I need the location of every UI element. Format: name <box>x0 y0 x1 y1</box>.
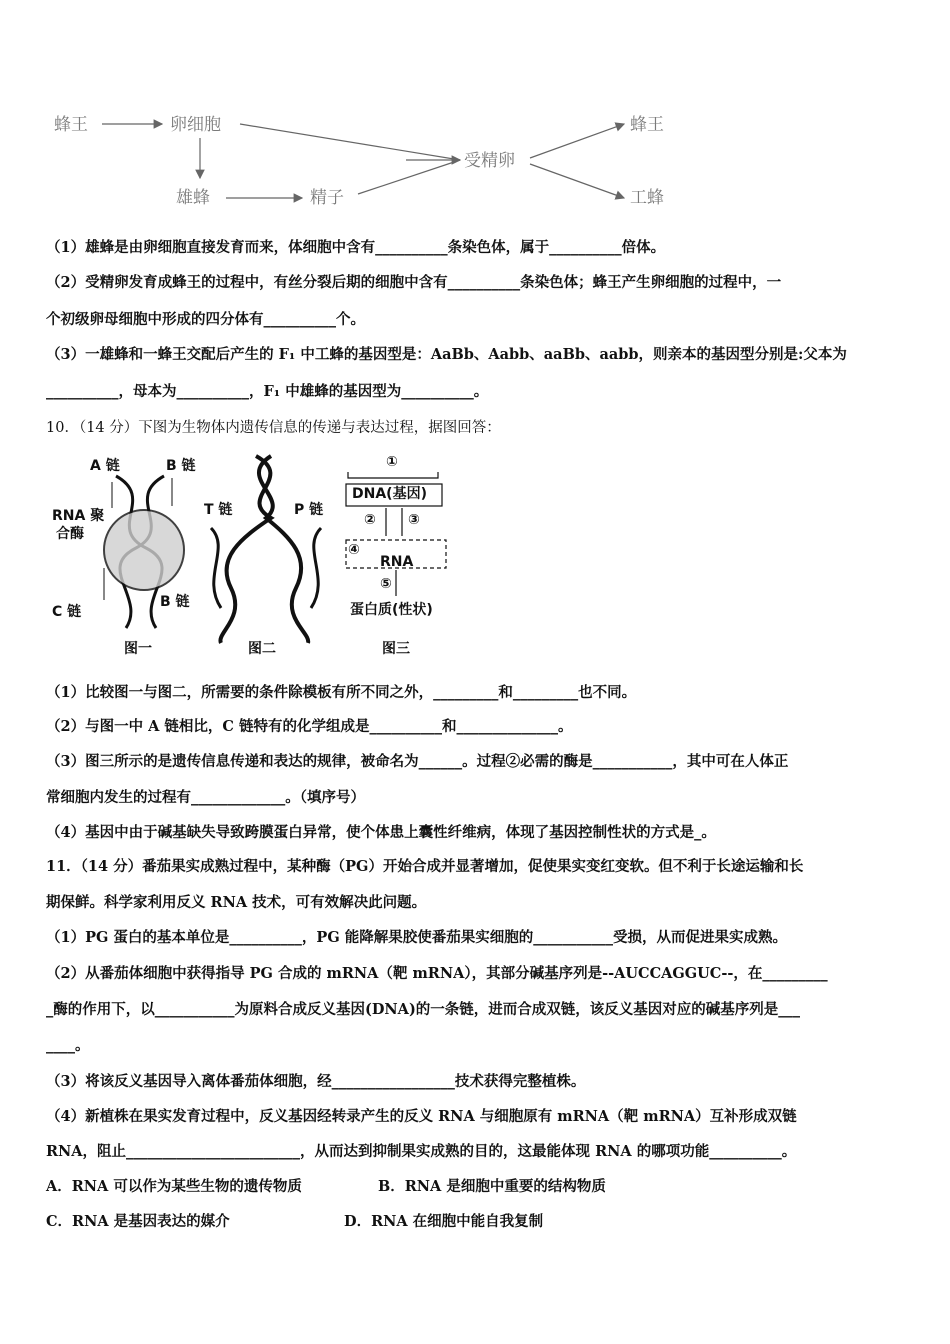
q10-part4: （4）基因中由于碱基缺失导致跨膜蛋白异常，使个体患上囊性纤维病，体现了基因控制性状的方式是_。 <box>46 824 716 841</box>
zygote-label: 受精卵 <box>464 151 515 171</box>
q9-part2b: 个初级卵母细胞中形成的四分体有__________个。 <box>46 311 365 328</box>
b-chain-label: B 链 <box>166 458 196 474</box>
egg-label: 卵细胞 <box>170 115 221 135</box>
q9-part1: （1）雄蜂是由卵细胞直接发育而来，体细胞中含有__________条染色体，属于__________倍体。 <box>46 239 666 256</box>
drone-label: 雄蜂 <box>176 188 210 208</box>
q9-part3b: __________，母本为__________，F₁ 中雄蜂的基因型为__________。 <box>46 383 489 400</box>
c-chain-label: C 链 <box>52 604 82 620</box>
queen-label: 蜂王 <box>54 115 88 135</box>
q10-part3b: 常细胞内发生的过程有_____________。（填序号） <box>46 789 365 806</box>
option-d: D．RNA 在细胞中能自我复制 <box>344 1213 544 1230</box>
t-chain-label: T 链 <box>204 502 233 518</box>
b-chain-label-2: B 链 <box>160 594 190 610</box>
rna-polymerase-label-2: 合酶 <box>56 526 84 542</box>
q10-header: 10．（14 分）下图为生物体内遗传信息的传递与表达过程，据图回答： <box>46 420 501 436</box>
dna-gene-label: DNA(基因) <box>352 486 427 502</box>
figure2-caption: 图二 <box>248 641 276 657</box>
q11-part1: （1）PG 蛋白的基本单位是__________，PG 能降解果胶使番茄果实细胞的___________受损，从而促进果实成熟。 <box>46 929 788 946</box>
option-b: B．RNA 是细胞中重要的结构物质 <box>378 1178 606 1195</box>
rna-label: RNA <box>380 554 414 570</box>
q10-part2: （2）与图一中 A 链相比，C 链特有的化学组成是__________和______________。 <box>46 718 573 735</box>
q11-part4b: RNA，阻止________________________，从而达到抑制果实成熟的目的，这最能体现 RNA 的哪项功能__________。 <box>46 1143 797 1160</box>
p-chain-label: P 链 <box>294 502 324 518</box>
q10-part3a: （3）图三所示的是遗传信息传递和表达的规律，被命名为______。过程②必需的酶是___________，其中可在人体正 <box>46 753 789 770</box>
q11-part2c: ____。 <box>46 1037 90 1054</box>
process-3-label: ③ <box>408 512 420 528</box>
figure3-caption: 图三 <box>382 641 410 657</box>
process-2-label: ② <box>364 512 376 528</box>
q11-header-b: 期保鲜。科学家利用反义 RNA 技术，可有效解决此问题。 <box>46 894 427 911</box>
process-1-label: ① <box>386 454 398 470</box>
process-4-label: ④ <box>348 542 360 558</box>
a-chain-label: A 链 <box>90 458 120 474</box>
sperm-label: 精子 <box>310 188 344 208</box>
worker-label: 工蜂 <box>630 188 664 208</box>
q9-part3a: （3）一雄蜂和一蜂王交配后产生的 F₁ 中工蜂的基因型是：AaBb、Aabb、aaBb、aabb，则亲本的基因型分别是:父本为 <box>46 346 847 363</box>
option-c: C．RNA 是基因表达的媒介 <box>46 1213 230 1230</box>
option-a: A．RNA 可以作为某些生物的遗传物质 <box>46 1178 302 1195</box>
q11-part4a: （4）新植株在果实发育过程中，反义基因经转录产生的反义 RNA 与细胞原有 mRNA（靶 mRNA）互补形成双链 <box>46 1108 797 1125</box>
rna-polymerase-label: RNA 聚 <box>52 508 105 524</box>
q11-header-a: 11．（14 分）番茄果实成熟过程中，某种酶（PG）开始合成并显著增加，促使果实变红变软。但不利于长途运输和长 <box>46 858 804 875</box>
q10-part1: （1）比较图一与图二，所需要的条件除模板有所不同之外，_________和_________也不同。 <box>46 684 637 701</box>
q11-part2a: （2）从番茄体细胞中获得指导 PG 合成的 mRNA（靶 mRNA），其部分碱基序列是--AUCCAGGUC--，在_________ <box>46 965 828 982</box>
genetic-info-figure <box>46 448 466 660</box>
q11-part3: （3）将该反义基因导入离体番茄体细胞，经_________________技术获得完整植株。 <box>46 1073 586 1090</box>
q9-part2a: （2）受精卵发育成蜂王的过程中，有丝分裂后期的细胞中含有__________条染色体；蜂王产生卵细胞的过程中，一 <box>46 274 782 291</box>
figure1-caption: 图一 <box>124 641 152 657</box>
process-5-label: ⑤ <box>380 576 392 592</box>
queen-out-label: 蜂王 <box>630 115 664 135</box>
bee-reproduction-diagram <box>40 100 700 220</box>
protein-trait-label: 蛋白质(性状) <box>350 602 433 618</box>
q11-part2b: _酶的作用下，以___________为原料合成反义基因(DNA)的一条链，进而合成双链，该反义基因对应的碱基序列是___ <box>46 1001 801 1018</box>
